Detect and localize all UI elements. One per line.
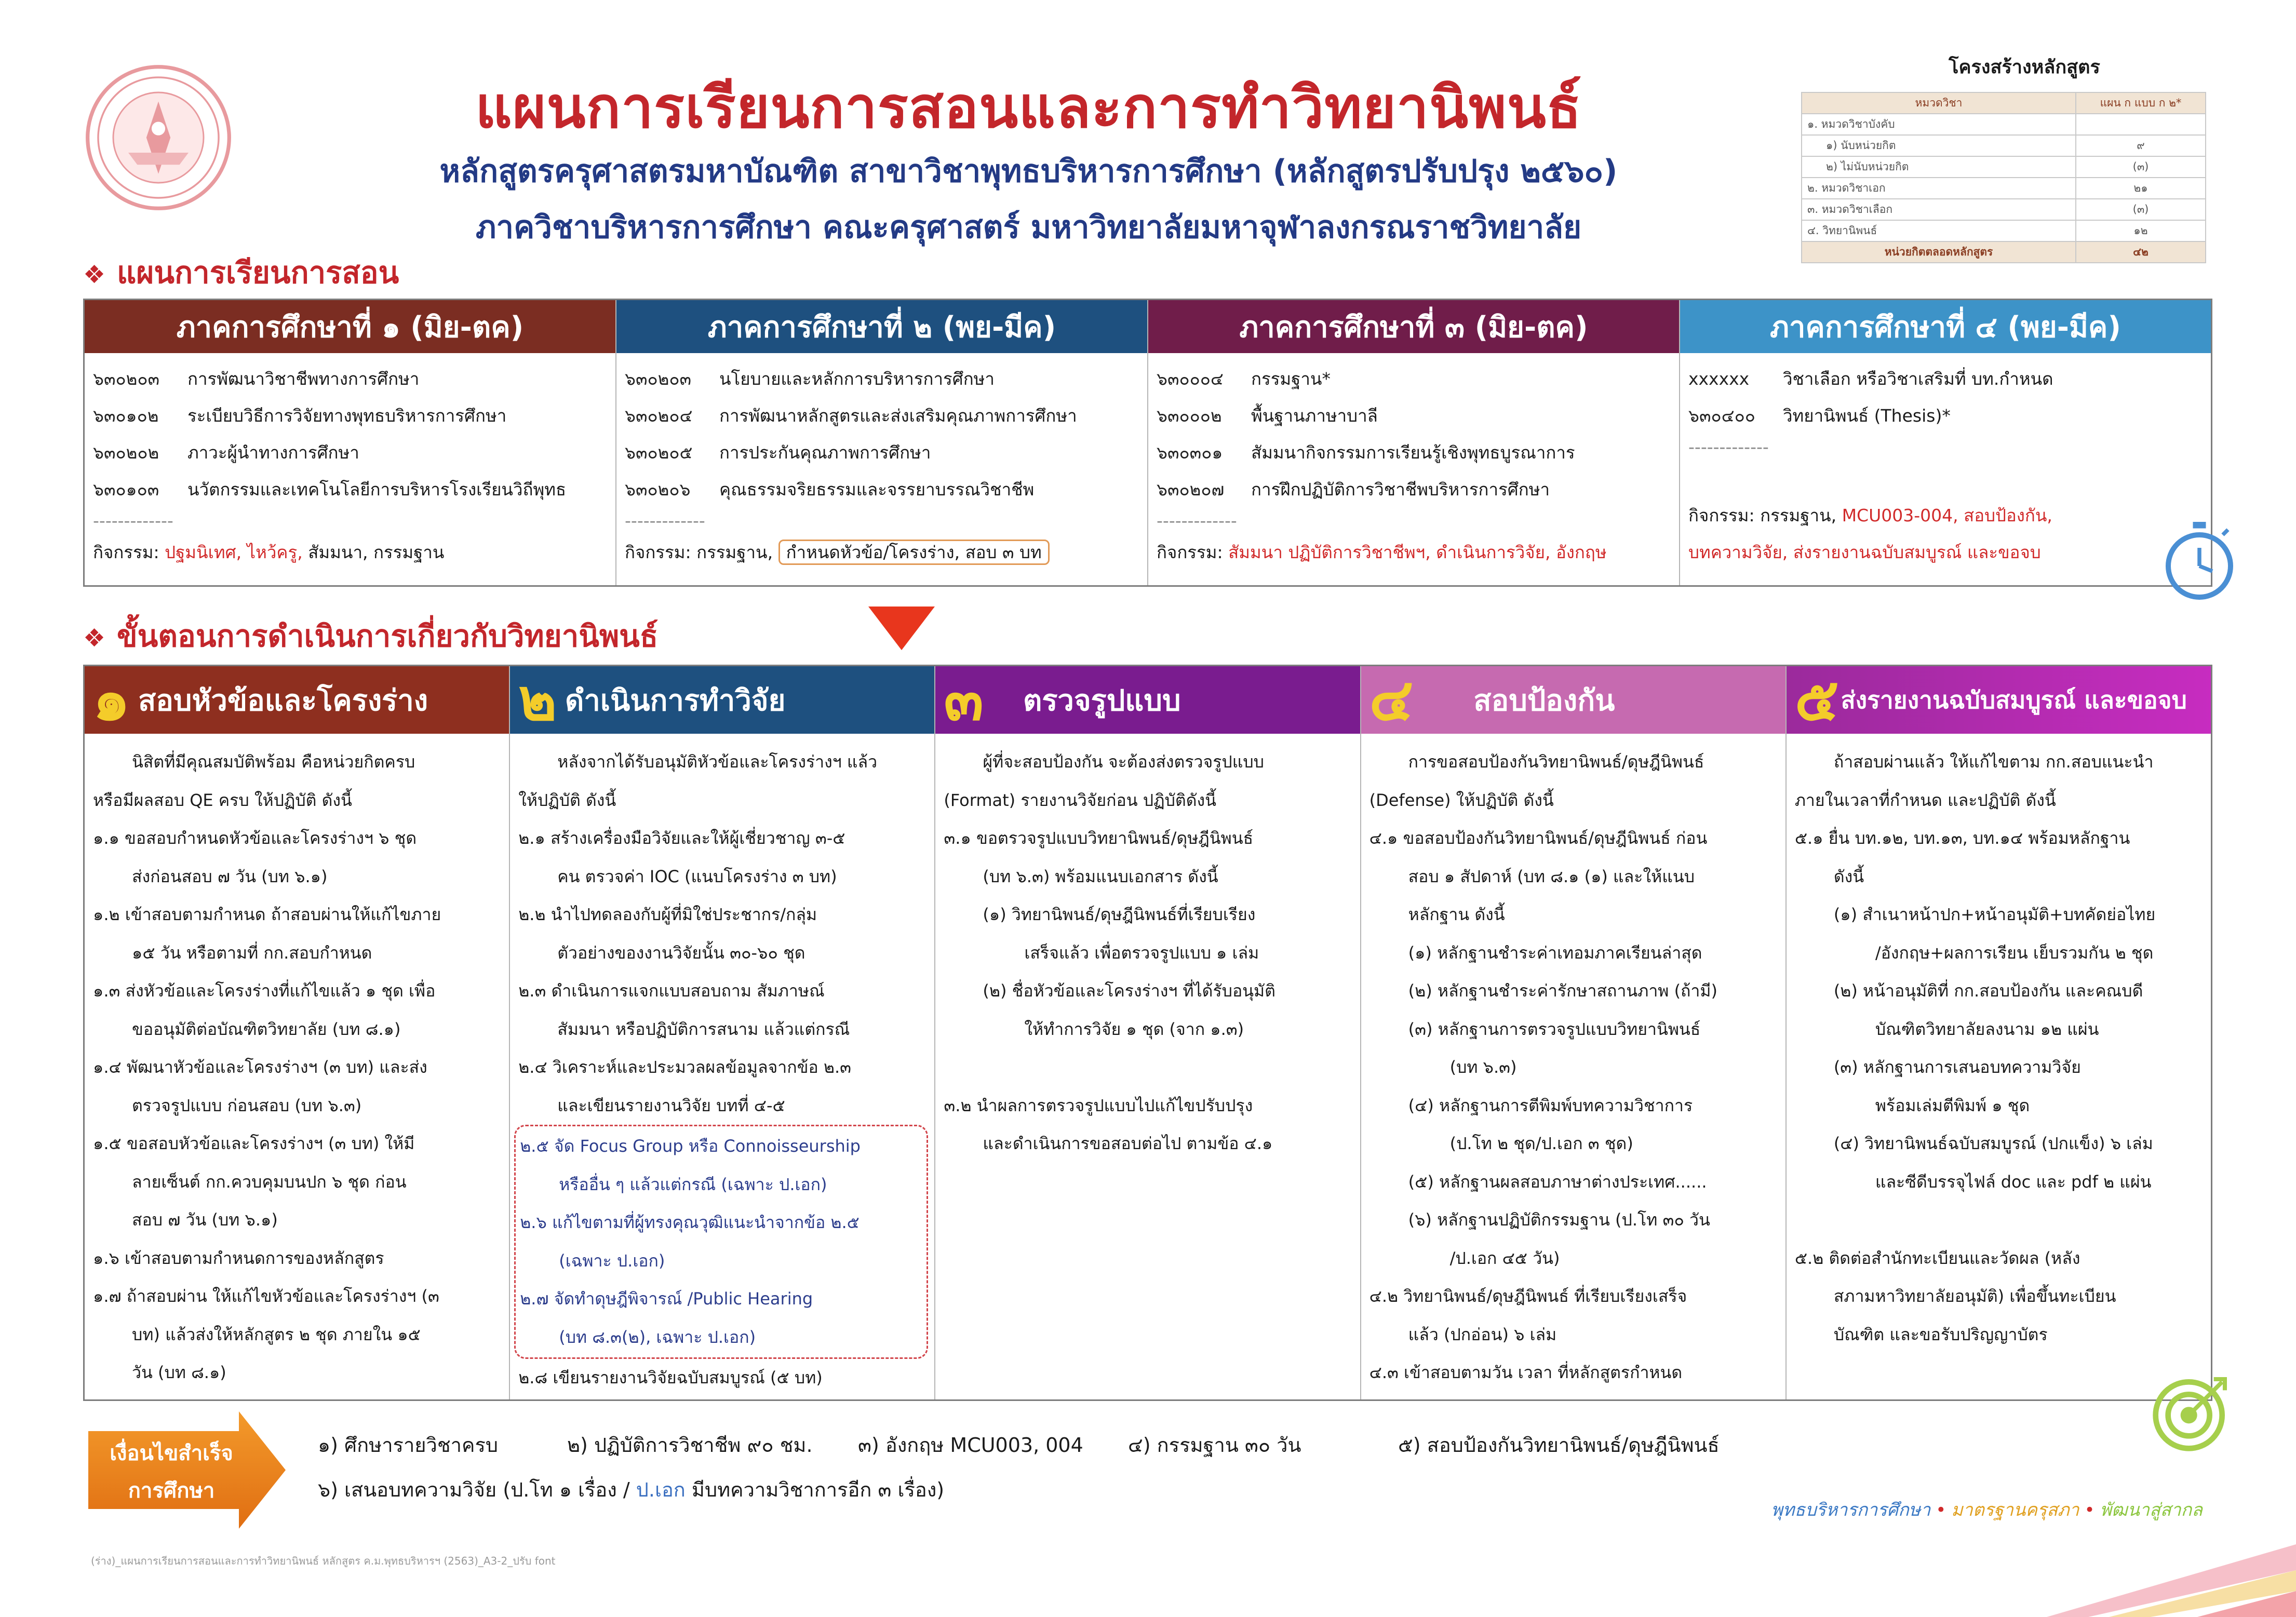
step-body [1787, 734, 2211, 1354]
semester-body [85, 353, 615, 578]
step-line: เสร็จแล้ว เพื่อตรวจรูปแบบ ๑ เล่ม [1024, 942, 1259, 963]
course-row [1157, 360, 1671, 397]
step-line: ๕.๑ ยื่น บท.๑๒, บท.๑๓, บท.๑๔ พร้อมหลักฐาน [1794, 828, 2130, 848]
step-line: สัมมนา หรือปฏิบัติการสนาม แล้วแต่กรณี [557, 1019, 850, 1039]
semester-header: ภาคการศึกษาที่ ๓ (มิย-ตค) [1148, 300, 1679, 353]
step-body [85, 734, 509, 1392]
step-line: ลายเซ็นต์ กก.ควบคุมบนปก ๖ ชุด ก่อน [132, 1171, 407, 1192]
stopwatch-icon [2160, 519, 2238, 602]
step-number: ๓ [944, 666, 984, 734]
course-row [1688, 360, 2203, 397]
structure-row [1802, 220, 2206, 241]
divider: ------------- [625, 510, 705, 531]
thesis-steps [83, 665, 2212, 1401]
step-line: (๑) วิทยานิพนธ์/ดุษฎีนิพนธ์ที่เรียบเรียง [983, 905, 1256, 924]
step-line: (เฉพาะ ป.เอก) [559, 1250, 665, 1271]
semester-column [1680, 300, 2211, 585]
curriculum-structure [1801, 52, 2206, 263]
step-line: ๒.๓ ดำเนินการแจกแบบสอบถาม สัมภาษณ์ [518, 981, 825, 1001]
course-name: การพัฒนาหลักสูตรและส่งเสริมคุณภาพการศึกษา [719, 406, 1077, 426]
course-code: ๖๓๐๒๐๒ [93, 442, 159, 463]
step-line: ๑.๕ ขอสอบหัวข้อและโครงร่างฯ (๓ บท) ให้มี [93, 1134, 415, 1153]
step-column [935, 666, 1361, 1399]
step-line: พร้อมเล่มตีพิมพ์ ๑ ชุด [1875, 1095, 2030, 1115]
course-name: วิชาเลือก หรือวิชาเสริมที่ บท.กำหนด [1783, 369, 2053, 389]
step-line: ๓.๑ ขอตรวจรูปแบบวิทยานิพนธ์/ดุษฎีนิพนธ์ [944, 828, 1254, 848]
step-line: ถ้าสอบผ่านแล้ว ให้แก้ไขตาม กก.สอบแนะนำ [1833, 752, 2154, 772]
course-code: ๖๓๐๑๐๓ [93, 479, 159, 500]
semester-header: ภาคการศึกษาที่ ๑ (มิย-ตค) [85, 300, 615, 353]
course-code: ๖๓๐๒๐๔ [625, 406, 693, 426]
step-line: ๒.๗ จัดทำดุษฎีพิจารณ์ /Public Hearing [520, 1289, 813, 1309]
tagline: พุทธบริหารการศึกษา • มาตรฐานครุสภา • พัฒนาสู่สากล [1771, 1500, 2203, 1520]
step-line [1795, 1201, 2200, 1239]
step-title: ดำเนินการทำวิจัย [565, 683, 786, 718]
step-line: (Defense) ให้ปฏิบัติ ดังนี้ [1369, 790, 1554, 810]
step-line: (Format) รายงานวิจัยก่อน ปฏิบัติดังนี้ [944, 790, 1216, 810]
course-name: การประกันคุณภาพการศึกษา [719, 442, 931, 463]
structure-row [1802, 178, 2206, 199]
course-code: xxxxxx [1688, 369, 1750, 389]
activity-label: กิจกรรม: [93, 542, 159, 562]
structure-row-value: ๙ [2076, 135, 2206, 156]
step-line: ๑๕ วัน หรือตามที่ กก.สอบกำหนด [132, 942, 372, 963]
step-line: ๓.๒ นำผลการตรวจรูปแบบไปแก้ไขปรับปรุง [944, 1095, 1253, 1115]
structure-table [1801, 92, 2206, 263]
structure-row-name: ๓. หมวดวิชาเลือก [1802, 199, 2076, 220]
step-line: ๑.๑ ขอสอบกำหนดหัวข้อและโครงร่างฯ ๖ ชุด [93, 828, 417, 848]
structure-row-value: ๒๑ [2076, 178, 2206, 199]
activity-label: กิจกรรม: [1157, 542, 1223, 562]
step-line: (๕) หลักฐานผลสอบภาษาต่างประเทศ...... [1408, 1171, 1707, 1192]
step-line: (๔) วิทยานิพนธ์ฉบับสมบูรณ์ (ปกแข็ง) ๖ เล่ม [1833, 1134, 2153, 1153]
divider: ------------- [93, 510, 173, 531]
step-header [1361, 666, 1785, 734]
step-line: หลังจากได้รับอนุมัติหัวข้อและโครงร่างฯ แล้ว [557, 752, 878, 772]
step-body [935, 734, 1360, 1163]
step-line: (๒) หลักฐานชำระค่ารักษาสถานภาพ (ถ้ามี) [1408, 981, 1717, 1001]
activity-highlight: สัมมนา ปฏิบัติการวิชาชีพฯ, ดำเนินการวิจัย, อังกฤษ [1228, 542, 1607, 562]
course-row [1157, 434, 1671, 471]
course-code: ๖๓๐๔๐๐ [1688, 406, 1755, 426]
step-line: การขอสอบป้องกันวิทยานิพนธ์/ดุษฎีนิพนธ์ [1408, 752, 1704, 772]
divider: ------------- [1157, 510, 1237, 531]
step-line: ๑.๓ ส่งหัวข้อและโครงร่างที่แก้ไขแล้ว ๑ ชุด เพื่อ [93, 981, 436, 1001]
step-line: และเขียนรายงานวิจัย บทที่ ๔-๕ [557, 1095, 785, 1115]
step-line: (ป.โท ๒ ชุด/ป.เอก ๓ ชุด) [1449, 1134, 1633, 1153]
step-body [1361, 734, 1785, 1392]
section-teaching-plan [83, 248, 399, 297]
structure-row-name: ๒) ไม่นับหน่วยกิต [1802, 156, 2076, 178]
semester-activities [1157, 534, 1671, 571]
structure-row [1802, 135, 2206, 156]
conditions-item: ๔) กรรมฐาน ๓๐ วัน [1128, 1434, 1301, 1457]
structure-row-name: ๑. หมวดวิชาบังคับ [1802, 114, 2076, 135]
step-line: ๒.๔ วิเคราะห์และประมวลผลข้อมูลจากข้อ ๒.๓ [518, 1057, 852, 1077]
step-line: ๑.๗ ถ้าสอบผ่าน ให้แก้ไขหัวข้อและโครงร่างฯ (๓ [93, 1286, 439, 1306]
step-line: ๑.๒ เข้าสอบตามกำหนด ถ้าสอบผ่านให้แก้ไขภาย [93, 905, 441, 924]
course-name: นวัตกรรมและเทคโนโลยีการบริหารโรงเรียนวิถีพุทธ [187, 479, 567, 500]
step-line: (๒) หน้าอนุมัติที่ กก.สอบป้องกัน และคณบดี [1833, 981, 2143, 1001]
course-code: ๖๓๐๒๐๕ [625, 442, 693, 463]
semester-body [1680, 353, 2211, 578]
step-line: ตรวจรูปแบบ ก่อนสอบ (บท ๖.๓) [132, 1095, 362, 1115]
step-number: ๕ [1794, 666, 1839, 734]
step-line: (๒) ชื่อหัวข้อและโครงร่างฯ ที่ได้รับอนุมัติ [983, 981, 1275, 1001]
course-row [93, 471, 607, 508]
course-row [625, 471, 1139, 508]
step-line: และซีดีบรรจุไฟล์ doc และ pdf ๒ แผ่น [1875, 1171, 2152, 1192]
step-number: ๒ [518, 666, 557, 734]
step-line: (๑) สำเนาหน้าปก+หน้าอนุมัติ+บทคัดย่อไทย [1833, 905, 2156, 924]
conditions-item: ๖) เสนอบทความวิจัย (ป.โท ๑ เรื่อง / ป.เอก มีบทความวิชาการอีก ๓ เรื่อง) [318, 1478, 945, 1501]
step-column [1361, 666, 1787, 1399]
step-line: ๕.๒ ติดต่อสำนักทะเบียนและวัดผล (หลัง [1794, 1248, 2080, 1268]
semester-header: ภาคการศึกษาที่ ๔ (พย-มีค) [1680, 300, 2211, 353]
down-arrow-icon [868, 607, 935, 650]
diamond-bullet-icon: ❖ [83, 260, 106, 289]
step-line: ๔.๓ เข้าสอบตามวัน เวลา ที่หลักสูตรกำหนด [1369, 1363, 1683, 1382]
course-row [93, 434, 607, 471]
step-title: ส่งรายงานฉบับสมบูรณ์ และขอจบ [1841, 685, 2187, 714]
step-number: ๑ [93, 666, 130, 734]
step-line: นิสิตที่มีคุณสมบัติพร้อม คือหน่วยกิตครบ [132, 752, 415, 772]
step-line: สภามหาวิทยาลัยอนุมัติ) เพื่อขึ้นทะเบียน [1833, 1286, 2116, 1306]
course-code: ๖๓๐๒๐๖ [625, 479, 691, 500]
course-code: ๖๓๐๐๐๒ [1157, 406, 1222, 426]
activity-highlight: MCU003-004, สอบป้องกัน, [1842, 505, 2052, 525]
course-row [1157, 471, 1671, 508]
structure-row-value: (๓) [2076, 199, 2206, 220]
activity-text: สัมมนา, กรรมฐาน [308, 542, 445, 562]
conditions-item: ๓) อังกฤษ MCU003, 004 [858, 1434, 1083, 1457]
course-name: การฝึกปฏิบัติการวิชาชีพบริหารการศึกษา [1251, 479, 1550, 500]
document-reference: (ร่าง)_แผนการเรียนการสอนและการทำวิทยานิพนธ์ หลักสูตร ค.ม.พุทธบริหารฯ (2563)_A3-2_ปรับ font [91, 1555, 556, 1567]
conditions-label: เงื่อนไขสำเร็จ [110, 1441, 233, 1465]
step-header [510, 666, 934, 734]
step-line: ๒.๒ นำไปทดลองกับผู้ที่มิใช่ประชากร/กลุ่ม [518, 905, 817, 924]
step-column [85, 666, 510, 1399]
step-line: ๔.๑ ขอสอบป้องกันวิทยานิพนธ์/ดุษฎีนิพนธ์ ก่อน [1369, 828, 1708, 848]
step-header [85, 666, 509, 734]
course-code: ๖๓๐๒๐๓ [625, 369, 692, 389]
structure-row-name: ๔. วิทยานิพนธ์ [1802, 220, 2076, 241]
step-line: (บท ๖.๓) พร้อมแนบเอกสาร ดังนี้ [983, 866, 1218, 886]
course-code: ๖๓๐๑๐๒ [93, 406, 159, 426]
activity-label: กิจกรรม: กรรมฐาน, [1688, 505, 1837, 525]
structure-col-plan: แผน ก แบบ ก ๒* [2076, 92, 2206, 114]
course-name: พื้นฐานภาษาบาลี [1251, 406, 1378, 426]
course-name: การพัฒนาวิชาชีพทางการศึกษา [187, 369, 420, 389]
conditions-list [318, 1429, 1762, 1461]
course-name: ระเบียบวิธีการวิจัยทางพุทธบริหารการศึกษา [187, 406, 507, 426]
step-line [944, 1048, 1349, 1087]
section-title: ขั้นตอนการดำเนินการเกี่ยวกับวิทยานิพนธ์ [117, 618, 659, 654]
structure-total-value: ๔๒ [2076, 241, 2206, 263]
diamond-bullet-icon: ❖ [83, 624, 106, 653]
conditions-item: ๕) สอบป้องกันวิทยานิพนธ์/ดุษฎีนิพนธ์ [1398, 1434, 1720, 1457]
conditions-arrow-icon [88, 1411, 286, 1529]
course-name: วิทยานิพนธ์ (Thesis)* [1783, 406, 1951, 426]
conditions-item: ๑) ศึกษารายวิชาครบ [318, 1434, 498, 1457]
conditions-label: การศึกษา [128, 1479, 215, 1503]
step-line: บท) แล้วส่งให้หลักสูตร ๒ ชุด ภายใน ๑๕ [132, 1324, 421, 1344]
course-row [625, 434, 1139, 471]
structure-col-category: หมวดวิชา [1802, 92, 2076, 114]
structure-row-value: ๑๒ [2076, 220, 2206, 241]
section-thesis-steps [83, 612, 658, 660]
course-row [93, 360, 607, 397]
step-line: ภายในเวลาที่กำหนด และปฏิบัติ ดังนี้ [1794, 790, 2056, 810]
activity-highlight: ปฐมนิเทศ, ไหว้ครู, [165, 542, 303, 562]
step-line: ๑.๖ เข้าสอบตามกำหนดการของหลักสูตร [93, 1248, 384, 1268]
step-line: ผู้ที่จะสอบป้องกัน จะต้องส่งตรวจรูปแบบ [983, 752, 1264, 772]
course-name: กรรมฐาน* [1251, 369, 1331, 389]
step-line: หลักฐาน ดังนี้ [1408, 905, 1505, 924]
semester-table [83, 299, 2212, 587]
step-line: ขออนุมัติต่อบัณฑิตวิทยาลัย (บท ๘.๑) [132, 1019, 401, 1039]
program-subtitle: หลักสูตรครุศาสตรมหาบัณฑิต สาขาวิชาพุทธบริหารการศึกษา (หลักสูตรปรับปรุง ๒๕๖๐) [439, 153, 1618, 190]
step-number: ๔ [1369, 666, 1414, 734]
step-line: (๔) หลักฐานการตีพิมพ์บทความวิชาการ [1408, 1095, 1693, 1115]
faculty-subtitle: ภาควิชาบริหารการศึกษา คณะครุศาสตร์ มหาวิทยาลัยมหาจุฬาลงกรณราชวิทยาลัย [475, 209, 1582, 246]
structure-row-name: ๒. หมวดวิชาเอก [1802, 178, 2076, 199]
step-title: สอบหัวข้อและโครงร่าง [138, 683, 428, 718]
page-title: แผนการเรียนการสอนและการทำวิทยานิพนธ์ [475, 74, 1582, 141]
semester-column [616, 300, 1148, 585]
activity-boxed: กำหนดหัวข้อ/โครงร่าง, สอบ ๓ บท [778, 540, 1050, 565]
conditions-item: ๒) ปฏิบัติการวิชาชีพ ๙๐ ชม. [567, 1434, 813, 1457]
step-line: หรืออื่น ๆ แล้วแต่กรณี (เฉพาะ ป.เอก) [559, 1174, 827, 1194]
course-row [93, 397, 607, 434]
step-line: ดังนี้ [1833, 866, 1864, 886]
semester-body [616, 353, 1147, 578]
step-line: ให้ทำการวิจัย ๑ ชุด (จาก ๑.๓) [1024, 1019, 1244, 1039]
course-row [625, 397, 1139, 434]
section-title: แผนการเรียนการสอน [117, 255, 399, 290]
semester-header: ภาคการศึกษาที่ ๒ (พย-มีค) [616, 300, 1147, 353]
step-line: (๖) หลักฐานปฏิบัติกรรมฐาน (ป.โท ๓๐ วัน [1408, 1210, 1710, 1230]
semester-activities [93, 534, 607, 571]
step-line: ๒.๘ เขียนรายงานวิจัยฉบับสมบูรณ์ (๕ บท) [518, 1368, 823, 1387]
step-line: ให้ปฏิบัติ ดังนี้ [518, 790, 616, 810]
step-header [935, 666, 1360, 734]
step-line: บัณฑิต และขอรับปริญญาบัตร [1833, 1324, 2048, 1344]
course-name: นโยบายและหลักการบริหารการศึกษา [719, 369, 995, 389]
course-code: ๖๓๐๐๐๔ [1157, 369, 1224, 389]
step-line: ๑.๔ พัฒนาหัวข้อและโครงร่างฯ (๓ บท) และส่ง [93, 1057, 427, 1077]
semester-body [1148, 353, 1679, 578]
structure-row [1802, 199, 2206, 220]
step-line: หรือมีผลสอบ QE ครบ ให้ปฏิบัติ ดังนี้ [93, 790, 352, 810]
course-code: ๖๓๐๒๐๓ [93, 369, 160, 389]
step-line: ๒.๑ สร้างเครื่องมือวิจัยและให้ผู้เชี่ยวชาญ ๓-๕ [518, 828, 845, 848]
course-name: คุณธรรมจริยธรรมและจรรยาบรรณวิชาชีพ [719, 479, 1035, 500]
structure-total-label: หน่วยกิตตลอดหลักสูตร [1802, 241, 2076, 263]
target-icon [2150, 1371, 2233, 1454]
semester-activities [1688, 497, 2203, 534]
step-body [510, 734, 934, 1397]
step-line: สอบ ๗ วัน (บท ๖.๑) [132, 1210, 278, 1230]
semester-activities [625, 534, 1139, 571]
step-line: บัณฑิตวิทยาลัยลงนาม ๑๒ แผ่น [1875, 1019, 2099, 1039]
course-name: สัมมนากิจกรรมการเรียนรู้เชิงพุทธบูรณาการ [1251, 442, 1575, 463]
step-line: (๑) หลักฐานชำระค่าเทอมภาคเรียนล่าสุด [1408, 942, 1702, 963]
step-line: ๔.๒ วิทยานิพนธ์/ดุษฎีนิพนธ์ ที่เรียบเรียงเสร็จ [1369, 1286, 1687, 1306]
step-column [1787, 666, 2211, 1399]
step-column [510, 666, 935, 1399]
course-code: ๖๓๐๒๐๗ [1157, 479, 1225, 500]
step-line: แล้ว (ปกอ่อน) ๖ เล่ม [1408, 1324, 1557, 1344]
step-line: (บท ๘.๓(๒), เฉพาะ ป.เอก) [559, 1327, 756, 1347]
step-line: /อังกฤษ+ผลการเรียน เย็บรวมกัน ๒ ชุด [1875, 942, 2154, 963]
step-line: (๓) หลักฐานการตรวจรูปแบบวิทยานิพนธ์ [1408, 1019, 1701, 1039]
activity-label: กิจกรรม: กรรมฐาน, [625, 542, 773, 562]
step-title: สอบป้องกัน [1473, 683, 1615, 718]
step-line: ตัวอย่างของงานวิจัยนั้น ๓๐-๖๐ ชุด [557, 942, 805, 963]
semester-column [1148, 300, 1680, 585]
course-name: ภาวะผู้นำทางการศึกษา [187, 442, 359, 463]
step-line: (๓) หลักฐานการเสนอบทความวิจัย [1833, 1057, 2081, 1077]
step-title: ตรวจรูปแบบ [1023, 683, 1181, 718]
step-line: (บท ๖.๓) [1449, 1057, 1517, 1077]
structure-row-value: (๓) [2076, 156, 2206, 178]
semester-activities-cont: บทความวิจัย, ส่งรายงานฉบับสมบูรณ์ และขอจบ [1688, 542, 2041, 562]
structure-title: โครงสร้างหลักสูตร [1949, 57, 2100, 78]
step-line: สอบ ๑ สัปดาห์ (บท ๘.๑ (๑) และให้แนบ [1408, 866, 1695, 886]
step-line: /ป.เอก ๔๕ วัน) [1449, 1248, 1560, 1268]
step-line: ส่งก่อนสอบ ๗ วัน (บท ๖.๑) [132, 866, 328, 886]
course-row [1157, 397, 1671, 434]
course-code: ๖๓๐๓๐๑ [1157, 442, 1223, 463]
step-line: ๒.๖ แก้ไขตามที่ผู้ทรงคุณวุฒิแนะนำจากข้อ ๒.๕ [520, 1212, 860, 1232]
step-line: คน ตรวจค่า IOC (แนบโครงร่าง ๓ บท) [557, 866, 837, 886]
doctoral-only-box [514, 1125, 928, 1359]
spacer [1688, 460, 2203, 497]
structure-row [1802, 156, 2206, 178]
structure-row-name: ๑) นับหน่วยกิต [1802, 135, 2076, 156]
semester-column [85, 300, 616, 585]
step-line: วัน (บท ๘.๑) [132, 1363, 226, 1382]
course-row [1688, 397, 2203, 434]
structure-row-value [2076, 114, 2206, 135]
step-line: และดำเนินการขอสอบต่อไป ตามข้อ ๔.๑ [983, 1134, 1273, 1153]
course-row [625, 360, 1139, 397]
step-header [1787, 666, 2211, 734]
step-line: ๒.๕ จัด Focus Group หรือ Connoisseurship [520, 1136, 861, 1156]
decorative-stripes [2026, 1513, 2296, 1617]
divider: ------------- [1688, 437, 1769, 457]
structure-row [1802, 114, 2206, 135]
